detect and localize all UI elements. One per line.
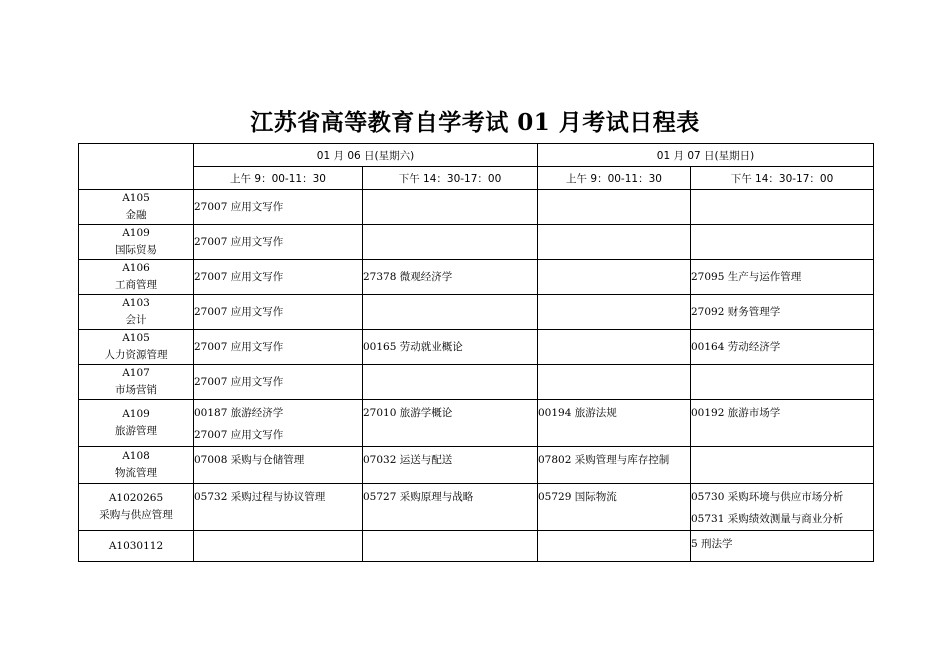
date-header-day1: 01 月 06 日(星期六) <box>194 144 538 167</box>
course-cell-day2-afternoon <box>691 447 874 484</box>
major-cell <box>79 365 194 400</box>
time-header-day2-morning: 上午 9：00-11：30 <box>538 167 691 190</box>
course-entry: 27007 应用文写作 <box>194 201 284 213</box>
page-title: 江苏省高等教育自学考试 01 月考试日程表 <box>250 109 700 136</box>
major-code: A105 <box>122 192 150 204</box>
time-header-day1-afternoon: 下午 14：30-17：00 <box>363 167 538 190</box>
course-cell-day1-afternoon <box>363 225 538 260</box>
course-cell-day1-morning <box>194 531 363 562</box>
course-cell-day2-morning <box>538 365 691 400</box>
course-cell-day1-afternoon <box>363 531 538 562</box>
course-cell-day1-morning <box>194 295 363 330</box>
course-cell-day2-morning <box>538 531 691 562</box>
schedule-row <box>79 531 874 562</box>
course-entry: 27010 旅游学概论 <box>363 407 453 419</box>
course-cell-day1-afternoon <box>363 400 538 447</box>
schedule-row <box>79 225 874 260</box>
course-cell-day2-afternoon <box>691 365 874 400</box>
course-cell-day2-morning <box>538 484 691 531</box>
course-cell-day2-afternoon <box>691 531 874 562</box>
major-code: A103 <box>122 297 150 309</box>
course-cell-day1-morning <box>194 225 363 260</box>
major-name: 采购与供应管理 <box>99 509 173 521</box>
course-cell-day1-afternoon <box>363 365 538 400</box>
major-cell <box>79 190 194 225</box>
course-entry: 07802 采购管理与库存控制 <box>538 454 670 466</box>
major-cell <box>79 225 194 260</box>
schedule-row <box>79 400 874 447</box>
course-entry: 00165 劳动就业概论 <box>363 341 463 353</box>
course-cell-day1-morning <box>194 365 363 400</box>
major-cell <box>79 447 194 484</box>
course-cell-day2-morning <box>538 190 691 225</box>
course-cell-day2-afternoon <box>691 330 874 365</box>
course-entry: 05731 采购绩效测量与商业分析 <box>691 513 844 525</box>
course-entry: 00164 劳动经济学 <box>691 341 781 353</box>
major-code: A109 <box>122 408 150 420</box>
course-cell-day1-afternoon <box>363 447 538 484</box>
course-cell-day2-morning <box>538 447 691 484</box>
course-entry: 27378 微观经济学 <box>363 271 453 283</box>
course-cell-day2-morning <box>538 295 691 330</box>
major-cell <box>79 484 194 531</box>
major-name: 市场营销 <box>115 384 157 396</box>
course-entry: 00192 旅游市场学 <box>691 407 781 419</box>
major-cell <box>79 260 194 295</box>
major-code: A109 <box>122 227 150 239</box>
course-cell-day1-afternoon <box>363 190 538 225</box>
major-code: A108 <box>122 450 150 462</box>
course-cell-day2-afternoon <box>691 484 874 531</box>
course-entry: 07032 运送与配送 <box>363 454 453 466</box>
course-entry: 00194 旅游法规 <box>538 407 617 419</box>
course-cell-day1-afternoon <box>363 484 538 531</box>
course-cell-day2-afternoon <box>691 295 874 330</box>
course-cell-day2-morning <box>538 225 691 260</box>
course-entry: 27095 生产与运作管理 <box>691 271 802 283</box>
course-entry: 05730 采购环境与供应市场分析 <box>691 491 844 503</box>
course-cell-day2-morning <box>538 260 691 295</box>
course-entry: 27007 应用文写作 <box>194 236 284 248</box>
course-cell-day1-afternoon <box>363 330 538 365</box>
header-corner-cell <box>79 144 194 190</box>
major-cell <box>79 295 194 330</box>
course-cell-day2-afternoon <box>691 225 874 260</box>
major-name: 人力资源管理 <box>104 349 168 361</box>
course-entry: 27007 应用文写作 <box>194 341 284 353</box>
course-cell-day1-morning <box>194 330 363 365</box>
major-name: 会计 <box>125 314 147 326</box>
time-header-day1-morning: 上午 9：00-11：30 <box>194 167 363 190</box>
major-code: A107 <box>122 367 150 379</box>
date-header-row <box>79 144 874 167</box>
course-cell-day1-morning <box>194 484 363 531</box>
course-entry: 05732 采购过程与协议管理 <box>194 491 326 503</box>
time-header-row <box>79 167 874 190</box>
major-cell <box>79 400 194 447</box>
major-code: A1030112 <box>108 539 164 552</box>
schedule-row <box>79 260 874 295</box>
major-name: 物流管理 <box>115 467 157 479</box>
time-header-day2-afternoon: 下午 14：30-17：00 <box>691 167 874 190</box>
course-cell-day1-morning <box>194 400 363 447</box>
major-name: 金融 <box>125 209 147 221</box>
schedule-row <box>79 484 874 531</box>
course-cell-day2-afternoon <box>691 190 874 225</box>
date-header-day2: 01 月 07 日(星期日) <box>538 144 874 167</box>
schedule-row <box>79 190 874 225</box>
course-cell-day1-morning <box>194 190 363 225</box>
course-cell-day2-morning <box>538 400 691 447</box>
schedule-row <box>79 447 874 484</box>
schedule-row <box>79 295 874 330</box>
course-entry: 27007 应用文写作 <box>194 376 284 388</box>
course-cell-day2-morning <box>538 330 691 365</box>
major-name: 工商管理 <box>115 279 157 291</box>
course-entry: 27092 财务管理学 <box>691 306 781 318</box>
course-cell-day1-morning <box>194 447 363 484</box>
course-entry: 05729 国际物流 <box>538 491 617 503</box>
course-entry: 27007 应用文写作 <box>194 306 284 318</box>
course-entry: 27007 应用文写作 <box>194 271 284 283</box>
course-entry: 00187 旅游经济学 <box>194 407 284 419</box>
major-code: A105 <box>122 332 150 344</box>
course-entry: 07008 采购与仓储管理 <box>194 454 305 466</box>
major-cell <box>79 531 194 562</box>
course-entry: 5 刑法学 <box>691 538 733 550</box>
major-cell <box>79 330 194 365</box>
course-cell-day1-afternoon <box>363 260 538 295</box>
course-entry: 05727 采购原理与战略 <box>363 491 474 503</box>
course-cell-day2-afternoon <box>691 260 874 295</box>
major-name: 旅游管理 <box>115 425 157 437</box>
major-code: A106 <box>122 262 150 274</box>
schedule-row <box>79 330 874 365</box>
course-cell-day2-afternoon <box>691 400 874 447</box>
schedule-row <box>79 365 874 400</box>
course-cell-day1-morning <box>194 260 363 295</box>
major-name: 国际贸易 <box>115 244 157 256</box>
exam-schedule-table <box>78 143 874 562</box>
course-entry: 27007 应用文写作 <box>194 429 284 441</box>
course-cell-day1-afternoon <box>363 295 538 330</box>
major-code: A1020265 <box>108 492 164 504</box>
